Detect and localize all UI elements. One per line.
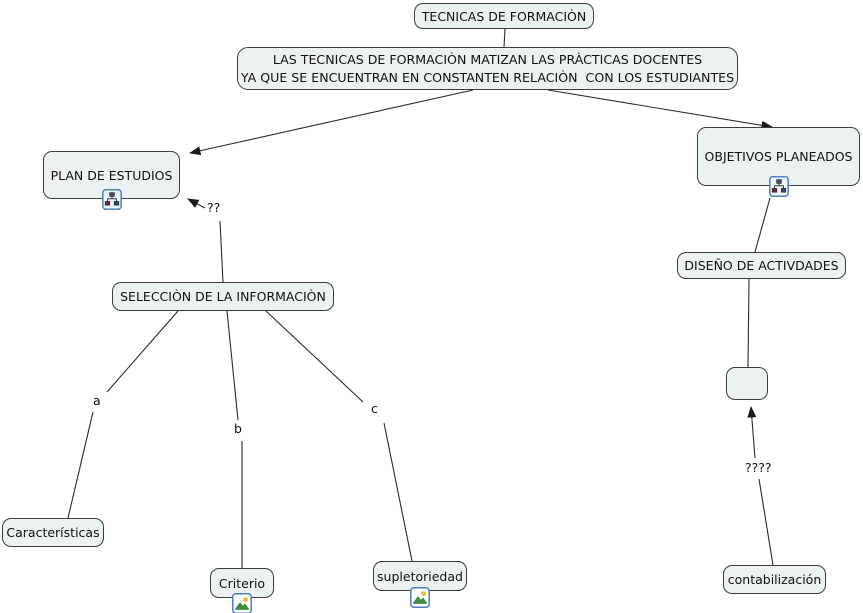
node-tecnicas-de-formacion[interactable]: [414, 3, 594, 29]
link-label-c[interactable]: c: [371, 401, 378, 416]
descripcion-line1: LAS TECNICAS DE FORMACIÒN MATIZAN LAS PRÀCTICAS DOCENTES: [272, 51, 703, 67]
line-a-caracteristicas: [68, 412, 93, 518]
line-c-supletoriedad: [384, 423, 412, 561]
node-seleccion-informacion[interactable]: [112, 282, 334, 311]
link-label-a[interactable]: a: [93, 393, 101, 408]
concept-map-icon[interactable]: [102, 189, 122, 210]
line-qqqq-empty: [751, 407, 755, 458]
node-plan-de-estudios[interactable]: [43, 151, 180, 199]
link-label-quad-question[interactable]: ????: [745, 460, 772, 475]
line-seleccion-qq: [220, 221, 223, 282]
node-objetivos-label: OBJETIVOS PLANEADOS: [704, 149, 853, 164]
link-label-double-question[interactable]: ??: [207, 200, 221, 215]
node-plan-label: PLAN DE ESTUDIOS: [50, 167, 173, 183]
line-qq-plan: [188, 199, 205, 208]
image-icon[interactable]: [410, 587, 430, 608]
node-contabilizacion-label: contabilización: [727, 572, 822, 587]
line-contabilizacion-qqqq: [759, 479, 773, 565]
node-objetivos-planeados[interactable]: [697, 127, 860, 186]
line-seleccion-b: [227, 311, 238, 420]
descripcion-line2: YA QUE SE ENCUENTRAN EN CONSTANTEN RELACIÒN CON LOS ESTUDIANTES: [240, 69, 735, 85]
node-supletoriedad-label: supletoriedad: [377, 568, 463, 584]
line-diseno-objetivos: [755, 198, 770, 252]
node-descripcion[interactable]: [237, 47, 738, 90]
concept-map-icon[interactable]: [769, 176, 789, 197]
link-label-b[interactable]: b: [234, 421, 242, 436]
node-caracteristicas-label: Características: [6, 525, 100, 540]
node-contabilizacion[interactable]: [723, 565, 826, 594]
line-descripcion-plan: [190, 90, 473, 153]
line-descripcion-objetivos: [548, 90, 772, 127]
node-criterio[interactable]: [210, 568, 274, 598]
node-tecnicas-label: TECNICAS DE FORMACIÒN: [421, 8, 587, 24]
node-criterio-label: Criterio: [218, 575, 266, 591]
image-icon[interactable]: [232, 593, 252, 613]
node-empty-concept[interactable]: [726, 367, 768, 400]
node-diseno-actividades[interactable]: [677, 252, 846, 279]
node-caracteristicas[interactable]: [2, 518, 104, 547]
node-diseno-label: DISEÑO DE ACTIVDADES: [684, 258, 839, 273]
line-diseno-empty: [748, 279, 749, 367]
line-tecnicas-descripcion: [504, 29, 505, 47]
node-supletoriedad[interactable]: [373, 561, 467, 591]
node-seleccion-label: SELECCIÒN DE LA INFORMACIÒN: [120, 289, 326, 304]
line-seleccion-c: [266, 311, 363, 402]
line-seleccion-a: [107, 311, 178, 392]
